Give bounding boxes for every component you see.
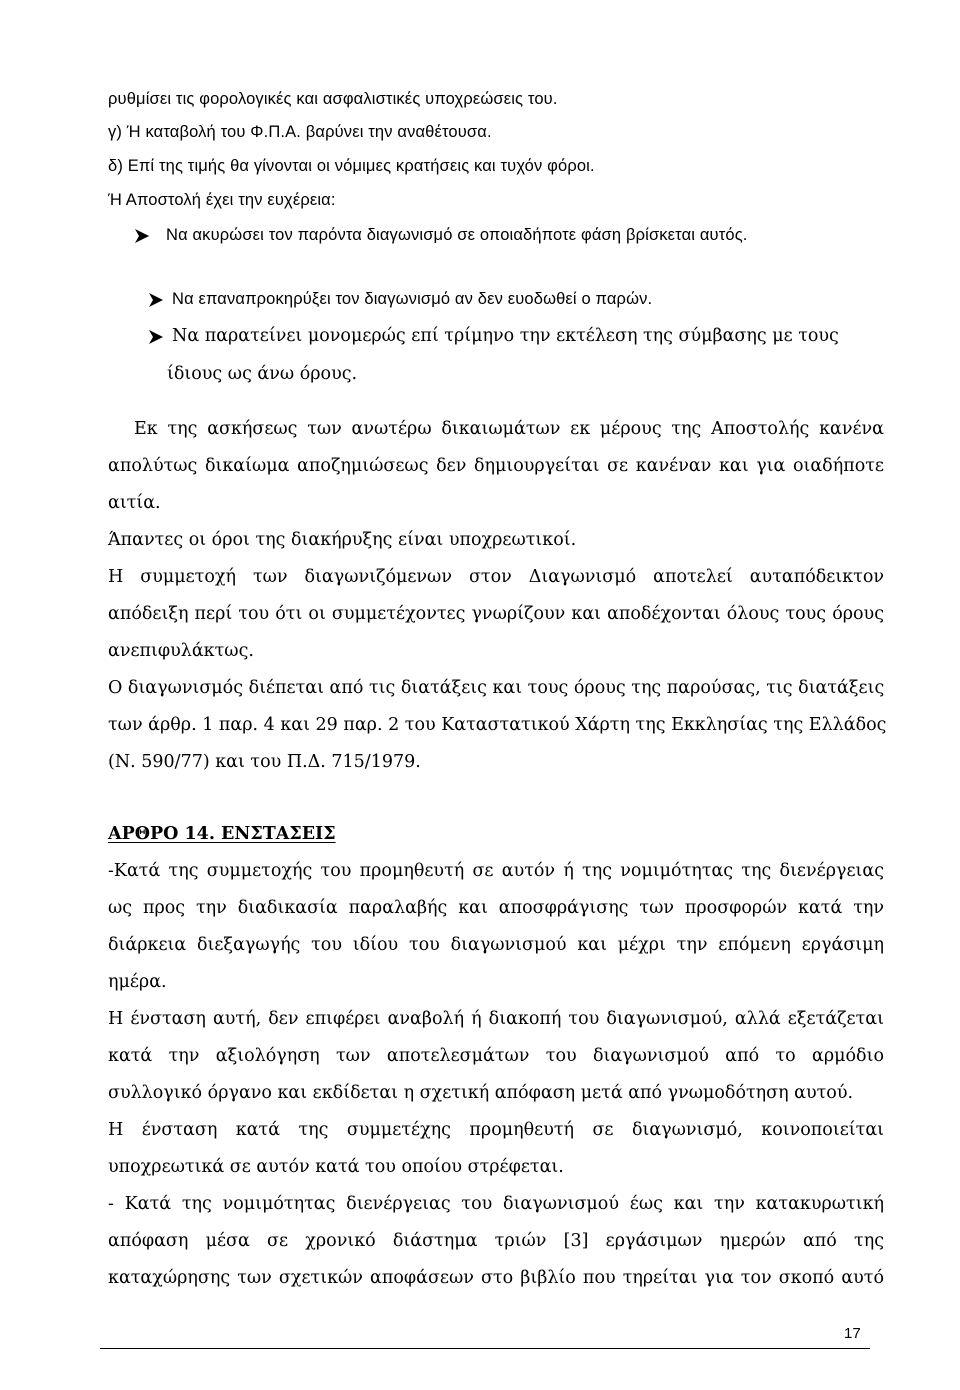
paragraph-line: (Ν. 590/77) και του Π.Δ. 715/1979.	[108, 752, 421, 772]
bullet-item: Να επαναπροκηρύξει τον διαγωνισμό αν δεν ευοδωθεί ο παρών.	[172, 290, 653, 308]
text-line: δ) Επί της τιμής θα γίνονται οι νόμιμες κρατήσεις και τυχόν φόροι.	[108, 157, 595, 175]
paragraph-line: συλλογικό όργανο και εκδίδεται η σχετική απόφαση μετά από γνωμοδότηση αυτού.	[108, 1083, 854, 1103]
footer-rule	[100, 1348, 870, 1349]
article-heading: ΑΡΘΡΟ 14. ΕΝΣΤΑΣΕΙΣ	[108, 824, 336, 844]
paragraph-line: Η συμμετοχή των διαγωνιζόμενων στον Διαγωνισμό αποτελεί αυταπόδεικτον	[108, 567, 884, 587]
paragraph-line: ημέρα.	[108, 972, 167, 992]
paragraph-line: - Κατά της νομιμότητας διενέργειας του διαγωνισμού έως και την κατακυρωτική	[108, 1194, 884, 1214]
text-line: Ή Αποστολή έχει την ευχέρεια:	[108, 191, 336, 209]
paragraph-line: αιτία.	[108, 493, 161, 513]
paragraph-line: Ο διαγωνισμός διέπεται από τις διατάξεις και τους όρους της παρούσας, τις διατάξεις	[108, 678, 885, 698]
arrowhead-bullet-icon	[148, 329, 168, 349]
arrowhead-bullet-icon	[134, 228, 154, 248]
paragraph-line: υποχρεωτικά σε αυτόν κατά του οποίου στρέφεται.	[108, 1157, 564, 1177]
paragraph-line: απόδειξη περί του ότι οι συμμετέχοντες γνωρίζουν και αποδέχονται όλους τους όρους	[108, 604, 884, 624]
paragraph-line: Η ένσταση αυτή, δεν επιφέρει αναβολή ή διακοπή του διαγωνισμού, αλλά εξετάζεται	[108, 1009, 884, 1029]
bullet-item: Να ακυρώσει τον παρόντα διαγωνισμό σε οποιαδήποτε φάση βρίσκεται αυτός.	[166, 226, 748, 244]
paragraph-line: των άρθρ. 1 παρ. 4 και 29 παρ. 2 του Καταστατικού Χάρτη της Εκκλησίας της Ελλάδος	[108, 715, 887, 735]
paragraph-line: Άπαντες οι όροι της διακήρυξης είναι υποχρεωτικοί.	[108, 530, 577, 550]
paragraph-line: Εκ της ασκήσεως των ανωτέρω δικαιωμάτων εκ μέρους της Αποστολής κανένα	[134, 419, 884, 439]
paragraph-line: απόφαση μέσα σε χρονικό διάστημα τριών [3] εργάσιμων ημερών από της	[108, 1231, 884, 1251]
paragraph-line: απολύτως δικαίωμα αποζημιώσεως δεν δημιουργείται σε κανέναν και για οιαδήποτε	[108, 456, 884, 476]
page-number: 17	[844, 1325, 861, 1342]
paragraph-line: ως προς την διαδικασία παραλαβής και αποσφράγισης των προσφορών κατά την	[108, 898, 884, 918]
text-line: γ) Ή καταβολή του Φ.Π.Α. βαρύνει την αναθέτουσα.	[108, 123, 492, 141]
bullet-item: Να παρατείνει μονομερώς επί τρίμηνο την εκτέλεση της σύμβασης με τους	[172, 326, 839, 346]
paragraph-line: Η ένσταση κατά της συμμετέχης προμηθευτή σε διαγωνισμό, κοινοποιείται	[108, 1120, 884, 1140]
paragraph-line: κατά την αξιολόγηση των αποτελεσμάτων του διαγωνισμού από το αρμόδιο	[108, 1046, 884, 1066]
paragraph-line: -Κατά της συμμετοχής του προμηθευτή σε αυτόν ή της νομιμότητας της διενέργειας	[108, 861, 884, 881]
paragraph-line: ανεπιφυλάκτως.	[108, 641, 254, 661]
arrowhead-bullet-icon	[148, 292, 168, 312]
paragraph-line: διάρκεια διεξαγωγής του ιδίου του διαγωνισμού και μέχρι την επόμενη εργάσιμη	[108, 935, 884, 955]
bullet-continuation: ίδιους ως άνω όρους.	[167, 364, 358, 384]
text-line: ρυθμίσει τις φορολογικές και ασφαλιστικές υποχρεώσεις του.	[108, 90, 558, 108]
paragraph-line: καταχώρησης των σχετικών αποφάσεων στο βιβλίο που τηρείται για τον σκοπό αυτό	[108, 1268, 884, 1288]
